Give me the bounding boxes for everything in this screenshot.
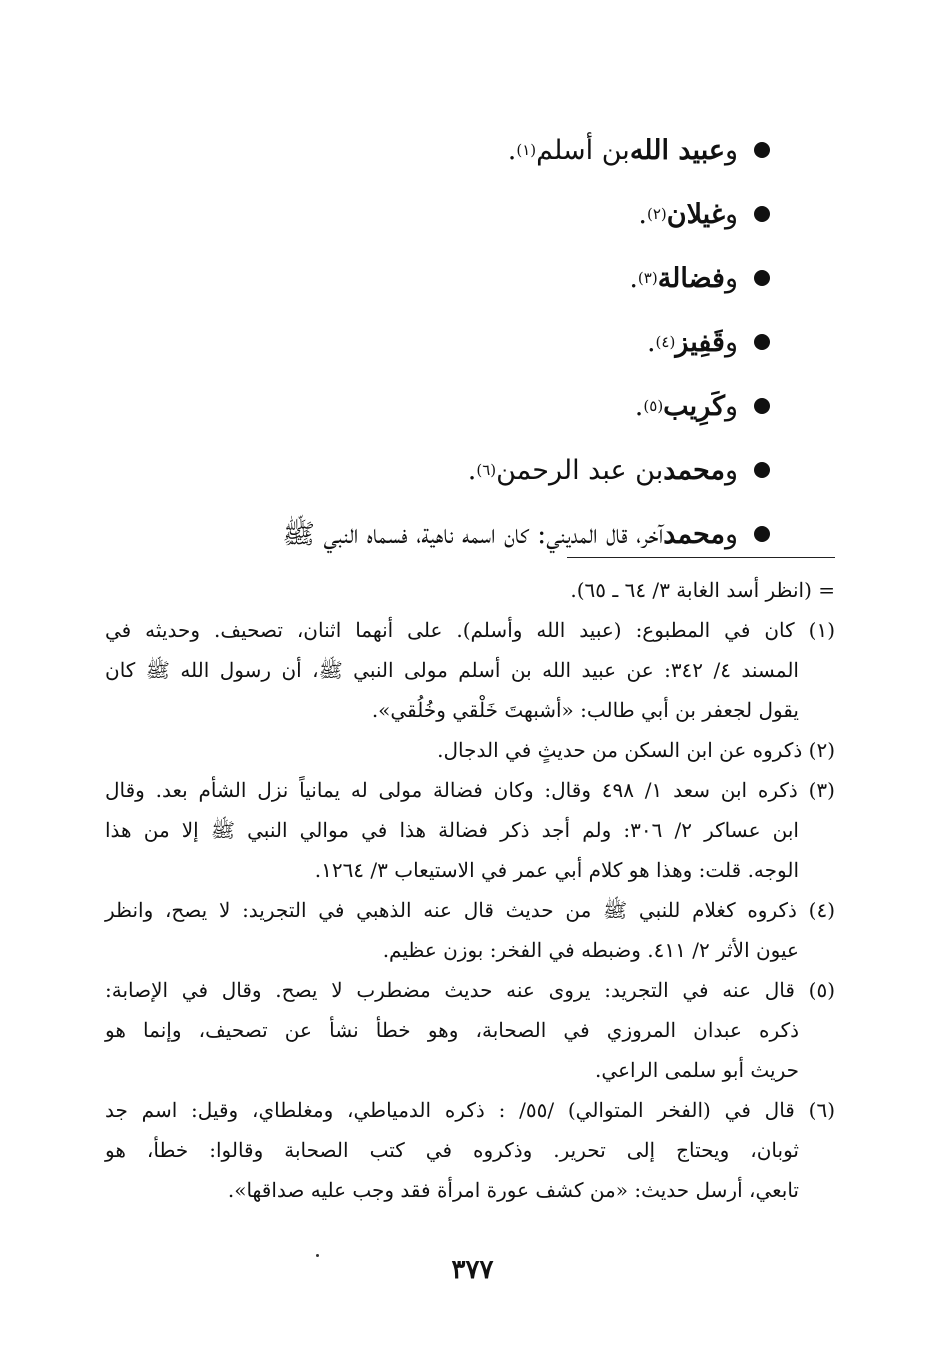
footnote-ref: (٤) bbox=[655, 332, 676, 351]
footnote-ref: (١) bbox=[516, 140, 537, 159]
bullet-item bbox=[70, 246, 770, 310]
bullet-item bbox=[70, 310, 770, 374]
footnote-line: ثوبان، ويحتاج إلى تحرير. وذكروه في كتب الصحابة وقالوا: خطأ، هو bbox=[105, 1138, 799, 1162]
bullet-prefix: و bbox=[724, 518, 738, 550]
bullet-name: محمد bbox=[663, 518, 725, 550]
bullet-prefix: و bbox=[724, 326, 738, 358]
bullet-prefix: و bbox=[724, 454, 738, 486]
footnote-4 bbox=[105, 890, 835, 970]
footnote-continuation: = (انظر أسد الغابة ٣/ ٦٤ ـ ٦٥). bbox=[570, 578, 835, 602]
footnote-line: (١) كان في المطبوع: (عبيد الله وأسلم). على أنهما اثنان، تصحيف. وحديثه في bbox=[105, 618, 835, 642]
bullet-prefix: و bbox=[724, 262, 738, 294]
bullet-dot-icon bbox=[754, 206, 770, 222]
bullet-name: فضالة bbox=[657, 262, 725, 294]
bullet-end: . bbox=[634, 390, 644, 422]
footnote-line: المسند ٤/ ٣٤٢: عن عبيد الله بن أسلم مولى النبي ﷺ، أن رسول الله ﷺ كان bbox=[105, 658, 799, 682]
bullet-list bbox=[70, 118, 770, 566]
bullet-dot-icon bbox=[754, 526, 770, 542]
footnote-2 bbox=[105, 730, 835, 770]
footnote-line: عيون الأثر ٢/ ٤١١. وضبطه في الفخر: بوزن عظيم. bbox=[382, 938, 799, 962]
bullet-rest: بن عبد الرحمن bbox=[496, 454, 664, 486]
footnote-line: (٦) قال في (الفخر المتوالي) /٥٥/ : ذكره الدمياطي، ومغلطاي، وقيل: اسم جد bbox=[105, 1098, 836, 1122]
bullet-name: عبيد الله bbox=[629, 134, 725, 166]
footnote-1 bbox=[105, 610, 835, 730]
bullet-prefix: و bbox=[724, 390, 738, 422]
bullet-rest: آخر، قال المديني: كان اسمه ناهية، فسماه النبي ﷺ bbox=[282, 518, 664, 550]
bullet-dot-icon bbox=[754, 462, 770, 478]
bullet-item bbox=[70, 118, 770, 182]
bullet-name: محمد bbox=[663, 454, 725, 486]
bullet-prefix: و bbox=[724, 134, 738, 166]
footnote-line: حريث أبو سلمى الراعي. bbox=[595, 1058, 799, 1082]
footnote-ref: (٦) bbox=[476, 460, 497, 479]
footnote-line: يقول لجعفر بن أبي طالب: «أشبهتَ خَلْقي وخُلُقي». bbox=[371, 698, 799, 722]
bullet-item bbox=[70, 438, 770, 502]
footnote-line: (٤) ذكروه كغلام للنبي ﷺ من حديث قال عنه الذهبي في التجريد: لا يصح، وانظر bbox=[105, 898, 835, 922]
bullet-end: . bbox=[467, 454, 477, 486]
footnote-ref: (٣) bbox=[637, 268, 658, 287]
footnote-line: (٢) ذكروه عن ابن السكن من حديثٍ في الدجال. bbox=[437, 738, 835, 762]
bullet-end: . bbox=[507, 134, 517, 166]
bullet-end: . bbox=[638, 198, 647, 230]
bullet-dot-icon bbox=[754, 334, 770, 350]
footnote-5 bbox=[105, 970, 835, 1090]
bullet-name: غيلان bbox=[666, 198, 725, 230]
bullet-end: . bbox=[629, 262, 638, 294]
bullet-prefix: و bbox=[724, 198, 738, 230]
footnote-line: ابن عساكر ٢/ ٣٠٦: ولم أجد ذكر فضالة هذا في موالي النبي ﷺ إلا من هذا bbox=[105, 818, 799, 842]
bullet-dot-icon bbox=[754, 270, 770, 286]
bullet-item bbox=[70, 182, 770, 246]
footnote-line: الوجه. قلت: وهذا هو كلام أبي عمر في الاستيعاب ٣/ ١٢٦٤. bbox=[314, 858, 799, 882]
footnote-ref: (٥) bbox=[643, 396, 664, 415]
footnote-6 bbox=[105, 1090, 835, 1210]
footnote-line: (٥) قال عنه في التجريد: يروى عنه حديث مضطرب لا يصح. وقال في الإصابة: bbox=[105, 978, 835, 1002]
footnote-line: تابعي، أرسل حديث: «من كشف عورة امرأة فقد وجب عليه صداقها». bbox=[227, 1178, 799, 1202]
bullet-dot-icon bbox=[754, 398, 770, 414]
bullet-item bbox=[70, 374, 770, 438]
footnote-ref: (٢) bbox=[646, 204, 667, 223]
bullet-end: . bbox=[646, 326, 656, 358]
bullet-rest: بن أسلم bbox=[536, 134, 630, 166]
footnote-divider bbox=[567, 557, 835, 558]
footnotes bbox=[105, 570, 835, 1210]
footnote-line: (٣) ذكره ابن سعد ١/ ٤٩٨ وقال: وكان فضالة مولى له يمانياً نزل الشأم بعد. وقال bbox=[105, 778, 835, 802]
bullet-name: كَرِيب bbox=[663, 390, 725, 422]
bullet-dot-icon bbox=[754, 142, 770, 158]
footnote-line: ذكره عبدان المروزي في الصحابة، وهو خطأ نشأ عن تصحيف، وإنما هو bbox=[105, 1018, 799, 1042]
bullet-name: قَفِيز bbox=[675, 326, 725, 358]
page-number: ٣٧٧ bbox=[451, 1255, 494, 1285]
footnote-3 bbox=[105, 770, 835, 890]
